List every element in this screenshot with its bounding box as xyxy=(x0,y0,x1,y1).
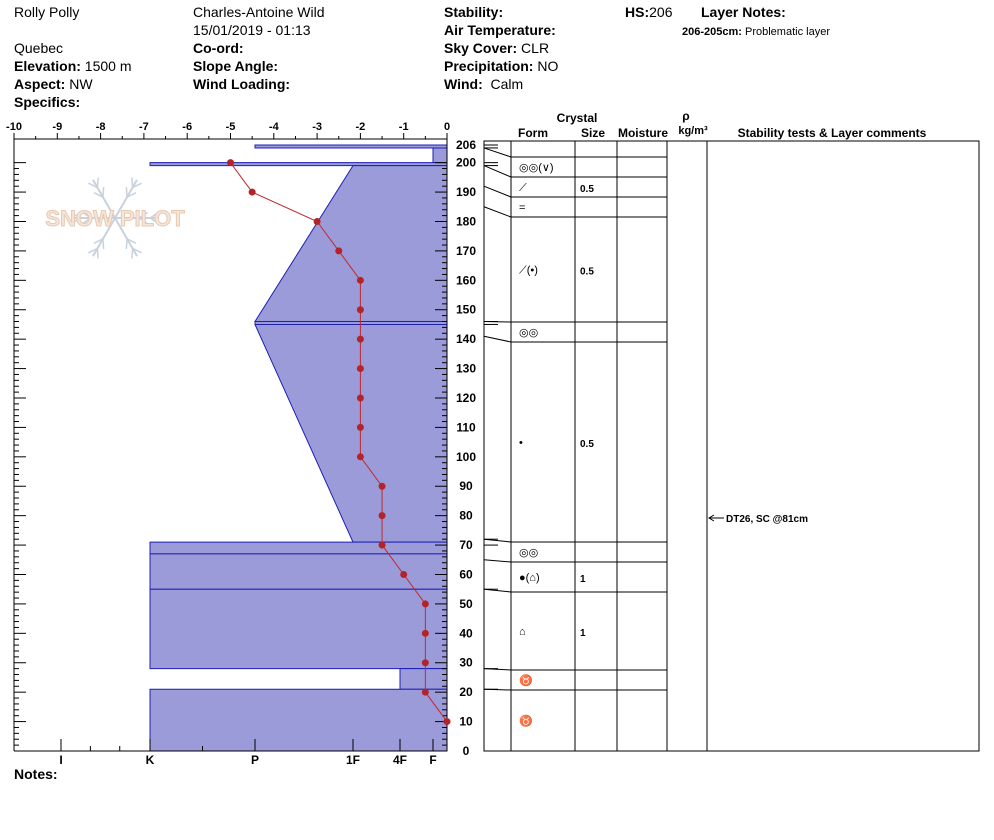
watermark-snowflake-branch xyxy=(103,239,104,249)
temperature-point xyxy=(357,394,364,401)
watermark-text: SNOW PILOT xyxy=(45,206,185,231)
layer-connector xyxy=(484,560,511,562)
temperature-point xyxy=(357,424,364,431)
height-tick-label: 110 xyxy=(456,420,476,435)
layer-connector xyxy=(484,166,511,177)
hardness-layer xyxy=(255,324,447,542)
height-tick-label: 150 xyxy=(455,302,477,317)
temperature-point xyxy=(249,189,256,196)
stability-test-text: DT26, SC @81cm xyxy=(726,514,809,525)
aspect-value: NW xyxy=(69,76,93,92)
crystal-form: • xyxy=(519,437,523,449)
temperature-point xyxy=(357,365,364,372)
hardness-label: 1F xyxy=(345,753,361,767)
wind-value: Calm xyxy=(490,76,524,92)
sky-value: CLR xyxy=(521,40,550,56)
layer-note-key: 206-205cm: xyxy=(682,26,742,38)
crystal-size: 1 xyxy=(580,628,586,639)
temp-tick-label: -9 xyxy=(52,121,63,133)
watermark-snowflake-branch xyxy=(97,248,98,258)
layer-note-text: Problematic layer xyxy=(745,26,830,38)
specifics-label: Specifics: xyxy=(14,94,81,110)
height-tick-label: 120 xyxy=(455,390,477,405)
density-symbol-header: ρ xyxy=(682,109,690,123)
crystal-form: ⟋(•) xyxy=(519,264,538,277)
hardness-label: 4F xyxy=(392,753,408,767)
size-header: Size xyxy=(580,126,606,140)
watermark-snowflake-branch xyxy=(132,248,133,258)
temp-tick-label: -10 xyxy=(6,121,22,133)
crystal-header: Crystal xyxy=(556,111,598,125)
air-temp-label: Air Temperature: xyxy=(444,22,556,38)
crystal-size: 0.5 xyxy=(580,266,594,278)
height-tick-label: 160 xyxy=(455,273,477,288)
temp-tick-label: -6 xyxy=(182,121,193,133)
height-tick-label: 40 xyxy=(459,626,473,641)
watermark-snowflake-branch xyxy=(132,178,133,188)
height-tick-label: 130 xyxy=(455,361,477,376)
height-tick-label: 0 xyxy=(462,744,470,758)
watermark-snowflake-branch xyxy=(126,239,127,249)
crystal-form: ⌂ xyxy=(519,626,526,638)
form-header: Form xyxy=(518,126,548,140)
temp-tick-label: -8 xyxy=(95,121,106,133)
temp-tick-label: -2 xyxy=(355,121,366,133)
height-tick-label: 10 xyxy=(459,714,473,729)
layer-connector xyxy=(484,336,511,342)
table-frame xyxy=(484,141,979,751)
coord-label: Co-ord: xyxy=(193,40,244,56)
temperature-point xyxy=(357,306,364,313)
hardness-label: P xyxy=(250,753,260,767)
snowpilot-watermark xyxy=(45,178,185,259)
hardness-layer xyxy=(150,542,447,554)
elevation-value: 1500 m xyxy=(84,58,132,74)
height-tick-label: 70 xyxy=(459,538,473,553)
height-tick-label: 140 xyxy=(455,332,477,347)
temperature-point xyxy=(444,718,451,725)
hardness-layer xyxy=(255,145,447,148)
height-tick-label: 200 xyxy=(455,155,477,170)
stability-header: Stability tests & Layer comments xyxy=(737,126,927,140)
temperature-point xyxy=(422,600,429,607)
watermark-snowflake-branch xyxy=(103,187,104,197)
height-tick-label: 50 xyxy=(459,596,473,611)
watermark-snowflake-branch xyxy=(126,187,127,197)
hs-value: 206 xyxy=(649,4,673,20)
sky-label: Sky Cover: xyxy=(444,40,518,56)
hardness-layer xyxy=(255,166,447,322)
height-tick-label: 80 xyxy=(459,508,473,523)
hardness-layer xyxy=(400,669,447,690)
wind-label: Wind: xyxy=(444,76,483,92)
stability-label: Stability: xyxy=(444,4,504,20)
hardness-layer xyxy=(150,689,447,751)
region: Quebec xyxy=(14,40,64,56)
notes-label: Notes: xyxy=(14,766,58,782)
temperature-point xyxy=(422,689,429,696)
watermark-snowflake-branch xyxy=(97,178,98,188)
precip-label: Precipitation: xyxy=(444,58,534,74)
temp-tick-label: -4 xyxy=(268,121,279,133)
layer-connector xyxy=(484,186,511,197)
height-tick-label: 180 xyxy=(455,214,477,229)
hs-label: HS: xyxy=(625,4,650,20)
temperature-point xyxy=(379,512,386,519)
layer-connector xyxy=(484,207,511,217)
datetime: 15/01/2019 - 01:13 xyxy=(193,22,311,38)
hardness-label: K xyxy=(145,753,155,767)
observer: Charles-Antoine Wild xyxy=(193,4,325,20)
crystal-form: ◎◎ xyxy=(519,547,539,559)
crystal-form: = xyxy=(519,202,526,214)
crystal-size: 0.5 xyxy=(580,439,594,450)
layer-notes-label: Layer Notes: xyxy=(701,4,786,20)
temperature-point xyxy=(400,571,407,578)
temperature-point xyxy=(422,659,429,666)
crystal-size: 1 xyxy=(580,574,586,585)
hardness-label: F xyxy=(429,753,437,767)
aspect-label: Aspect: xyxy=(14,76,66,92)
crystal-form: ♉ xyxy=(519,675,533,687)
precip-value: NO xyxy=(537,58,559,74)
temperature-point xyxy=(379,483,386,490)
temp-tick-label: -1 xyxy=(398,121,409,133)
elevation-label: Elevation: xyxy=(14,58,81,74)
crystal-form: ●(⌂) xyxy=(519,572,540,584)
layer-connector xyxy=(484,148,511,157)
height-tick-label: 100 xyxy=(455,449,477,464)
location: Rolly Polly xyxy=(14,4,80,20)
slope-label: Slope Angle: xyxy=(193,58,279,74)
hardness-layer xyxy=(150,589,447,668)
crystal-form: ◎◎ xyxy=(519,327,539,339)
temp-tick-label: -5 xyxy=(225,121,236,133)
height-tick-label: 60 xyxy=(459,567,473,582)
temperature-point xyxy=(335,247,342,254)
temp-tick-label: 0 xyxy=(443,121,451,133)
moisture-header: Moisture xyxy=(617,126,669,140)
temperature-point xyxy=(379,542,386,549)
wind-loading-label: Wind Loading: xyxy=(193,76,291,92)
temperature-point xyxy=(357,277,364,284)
temperature-point xyxy=(227,159,234,166)
height-tick-label: 30 xyxy=(459,655,473,670)
density-unit-header: kg/m³ xyxy=(678,125,708,137)
temp-tick-label: -3 xyxy=(312,121,322,133)
hardness-label: I xyxy=(59,753,63,767)
hardness-layer xyxy=(433,148,447,163)
temperature-point xyxy=(422,630,429,637)
crystal-form: ♉ xyxy=(519,715,533,728)
temperature-point xyxy=(357,336,364,343)
crystal-form: ◎◎(∨) xyxy=(519,162,554,174)
crystal-form: ⟋ xyxy=(519,182,527,194)
height-tick-label: 90 xyxy=(459,479,473,494)
temperature-point xyxy=(314,218,321,225)
crystal-size: 0.5 xyxy=(580,184,594,195)
temperature-point xyxy=(357,453,364,460)
temp-tick-label: -7 xyxy=(139,121,149,133)
height-tick-label: 170 xyxy=(455,243,477,258)
height-tick-label: 190 xyxy=(455,185,477,200)
height-tick-label: 206 xyxy=(455,138,477,152)
height-tick-label: 20 xyxy=(459,685,473,700)
